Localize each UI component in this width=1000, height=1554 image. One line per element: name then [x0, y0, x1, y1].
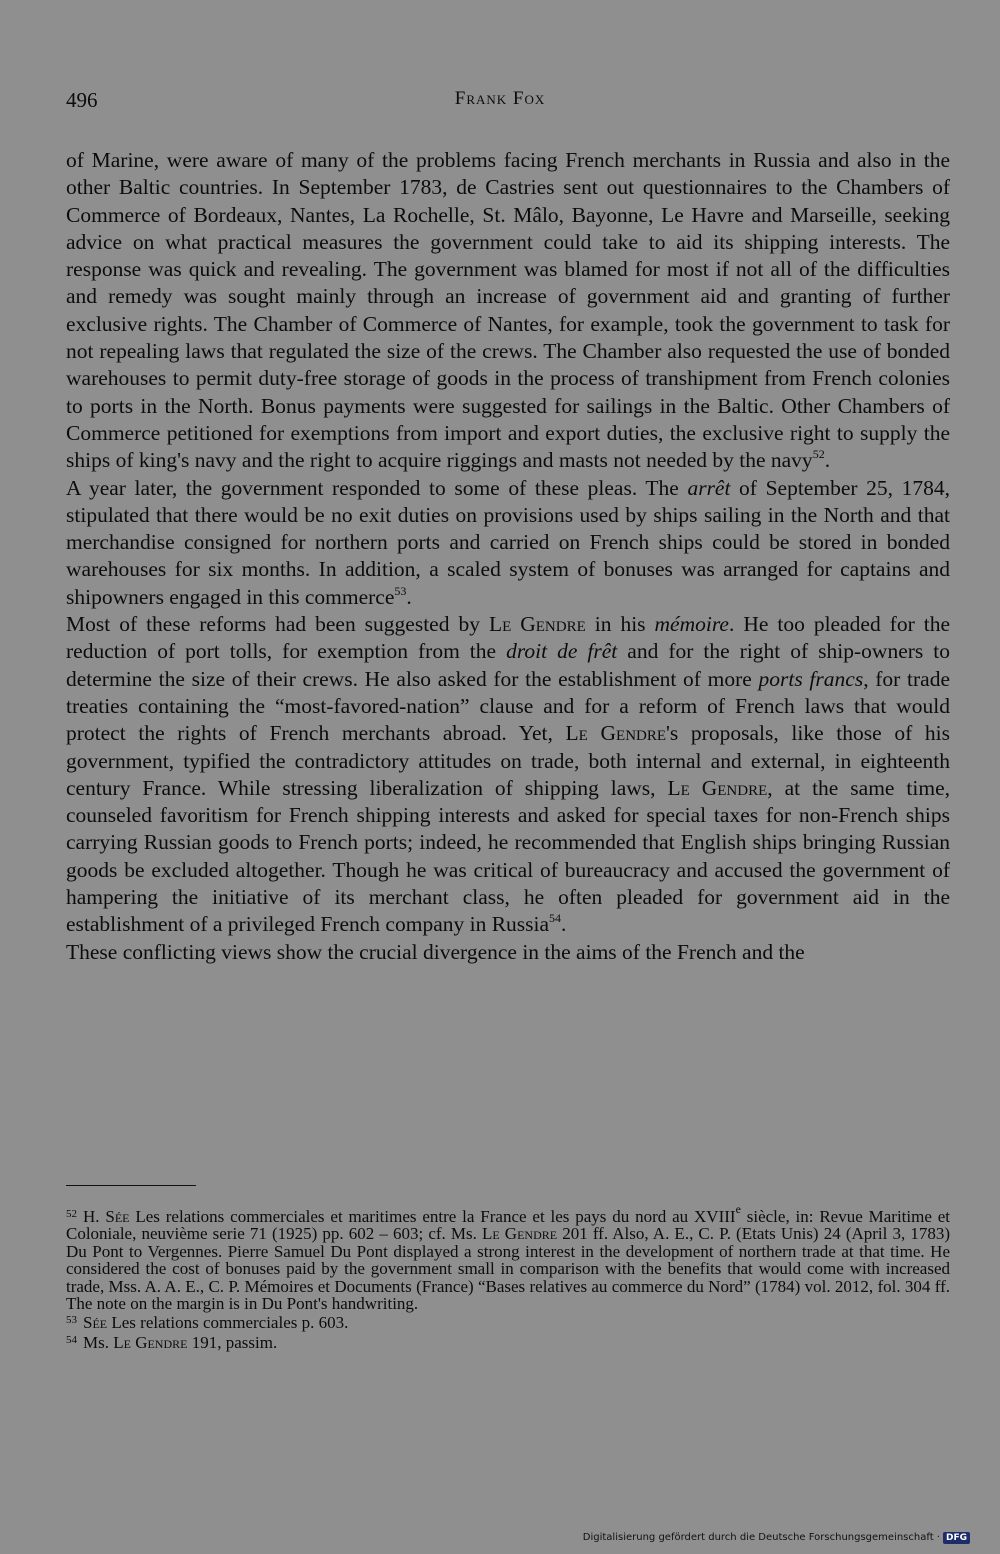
paragraph-4	[66, 939, 950, 966]
footnote-number: 54	[66, 1333, 77, 1346]
author-name: Le Gendre	[667, 775, 768, 800]
footnote-53	[66, 1312, 950, 1331]
footnote-text: Les relations commerciales p. 603.	[107, 1313, 349, 1333]
footnote-text: 191, passim.	[187, 1332, 278, 1352]
footnote-ref-54[interactable]: 54	[549, 911, 562, 926]
footnote-text: H.	[83, 1207, 106, 1226]
paragraph-text: , for trade treaties containing the “most-favored-nation” clause and for a reform of French laws that would protect the rights of French merchants abroad. Yet,	[66, 666, 950, 746]
paragraph-text: of September 25, 1784, stipulated that there would be no exit duties on provisions used by ships sailing in the North and that merchandise consigned for northern ports and carried on French ships could be stored in bonded warehouses for six months. In addition, a scaled system of bonuses was arranged for captains and shipowners engaged in this commerce	[66, 475, 950, 609]
footnote-52	[66, 1202, 950, 1314]
paragraph-text: These conflicting views show the crucial divergence in the aims of the French and the	[66, 939, 805, 964]
footnote-number: 53	[66, 1314, 77, 1327]
author-name: Le Gendre	[481, 1224, 558, 1244]
superscript: e	[735, 1202, 741, 1216]
author-name: Sée	[83, 1313, 108, 1333]
paragraph-text: Most of these reforms had been suggested by	[66, 612, 489, 637]
italic-term: droit de frêt	[506, 639, 618, 664]
footnote-divider	[66, 1185, 196, 1186]
footnote-text: Ms.	[83, 1332, 114, 1352]
paragraph-text: and for the right of ship-owners to determine the size of their crews. He also asked for the establishment of more	[66, 639, 951, 691]
footnote-number: 52	[66, 1208, 77, 1220]
author-name: Le Gendre	[113, 1332, 188, 1352]
paragraph-text: , at the same time, counseled favoritism for French shipping interests and asked for special taxes for non-French ships carrying Russian goods to French ports; indeed, he recommended that English ships bringing Russian goods be excluded altogether. Though he was critical of bureaucracy and accused the government of hampering the initiative of its merchant class, he often pleaded for government aid in the establishment of a privileged French company in Russia	[66, 775, 950, 937]
paragraph-text: in his	[585, 612, 655, 637]
italic-term: arrêt	[687, 475, 731, 500]
paragraph-text: 's proposals, like those of his government, typified the contradictory attitudes on trade, both internal and external, in eighteenth century France. While stressing liberalization of shipping laws,	[66, 721, 950, 800]
dfg-logo-icon[interactable]: DFG	[943, 1532, 970, 1544]
punctuation: .	[561, 912, 567, 937]
footnote-text: Les relations commerciales et maritimes entre la France et les pays du nord au XVIII	[129, 1207, 736, 1226]
running-head: Frank Fox	[454, 88, 546, 109]
page-number: 496	[66, 88, 98, 112]
paragraph-1	[66, 147, 950, 475]
paragraph-2	[66, 475, 950, 611]
credit-text: Digitalisierung gefördert durch die Deutsche Forschungsgemeinschaft ·	[582, 1532, 940, 1543]
paragraph-text: . He too pleaded for the reduction of port tolls, for exemption from the	[66, 612, 950, 664]
footnote-text: 201 ff. Also, A. E., C. P. (Etats Unis) 24 (April 3, 1783) Du Pont to Vergennes. Pierre Samuel Du Pont displayed a strong interest in the development of northern trade at that time. He considered the cost of bonuses paid by the government small in comparison with the benefits that would come with increased trade, Mss. A. A. E., C. P. Mémoires et Documents (France) “Bases relatives au commerce du Nord” (1784) vol. 2012, fol. 304 ff. The note on the margin is in Du Pont's handwriting.	[66, 1224, 950, 1314]
digitization-credit	[583, 1532, 970, 1544]
author-name: Le Gendre	[488, 612, 586, 637]
footnote-ref-52[interactable]: 52	[812, 447, 825, 462]
footnote-ref-53[interactable]: 53	[394, 583, 407, 598]
italic-term: ports francs	[758, 666, 864, 691]
footnotes	[66, 1202, 950, 1352]
body-text	[66, 147, 950, 966]
footnote-54	[66, 1332, 950, 1351]
footnote-text: siècle, in: Revue Maritime et Coloniale, neuvième serie 71 (1925) pp. 602 – 603; cf. Ms.	[66, 1207, 950, 1244]
author-name: Le Gendre	[565, 721, 667, 746]
author-name: Sée	[105, 1207, 130, 1226]
italic-term: mémoire	[654, 612, 729, 637]
punctuation: .	[406, 584, 412, 609]
paragraph-3	[66, 611, 950, 939]
paragraph-text: of Marine, were aware of many of the problems facing French merchants in Russia and also in the other Baltic countries. In September 1783, de Castries sent out questionnaires to the Chambers of Commerce of Bordeaux, Nantes, La Rochelle, St. Mâlo, Bayonne, Le Havre and Marseille, seeking advice on what practical measures the government could take to aid its shipping interests. The response was quick and revealing. The government was blamed for most if not all of the difficulties and remedy was sought mainly through an increase of government aid and granting of further exclusive rights. The Chamber of Commerce of Nantes, for example, took the government to task for not repealing laws that regulated the size of the crews. The Chamber also requested the use of bonded warehouses to permit duty-free storage of goods in the process of transhipment from French colonies to ports in the North. Bonus payments were suggested for sailings in the Baltic. Other Chambers of Commerce petitioned for exemptions from import and export duties, the exclusive right to supply the ships of king's navy and the right to acquire riggings and masts not needed by the navy	[66, 148, 950, 473]
punctuation: .	[824, 448, 831, 473]
paragraph-text: A year later, the government responded to some of these pleas. The	[66, 475, 688, 500]
